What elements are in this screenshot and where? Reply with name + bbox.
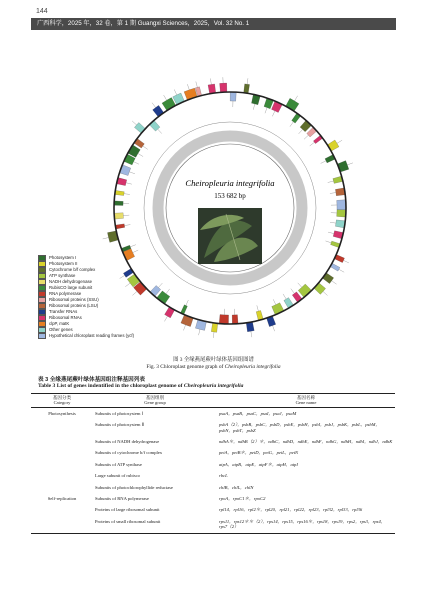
- gene-label-tick: [134, 162, 139, 165]
- gene-block: [153, 105, 164, 117]
- gene-label-tick: [130, 245, 136, 247]
- legend-label: Other genes: [49, 327, 73, 333]
- gene-label-tick: [251, 331, 252, 337]
- table-cell-category: [31, 436, 93, 447]
- gene-table: [31, 393, 395, 534]
- gene-label-tick: [158, 129, 162, 133]
- gene-block: [115, 224, 124, 229]
- gene-label-tick: [152, 103, 156, 108]
- gene-label-tick: [196, 82, 198, 88]
- leaf-photo: [198, 208, 262, 264]
- legend-label: ATP synthase: [49, 273, 76, 279]
- table-cell-category: [31, 482, 93, 493]
- gene-label-tick: [330, 222, 336, 223]
- legend-label: NADH dehydrogenase: [49, 279, 92, 285]
- legend-swatch: [38, 333, 46, 339]
- gene-label-tick: [339, 269, 344, 272]
- gene-label-tick: [124, 225, 130, 226]
- figure-caption-species: Cheiropleuria integrifolia: [224, 364, 281, 370]
- table-cell-category: [31, 470, 93, 481]
- table-cell-genes: psaA，psaB，psaC，psaI，psaJ，psaM: [219, 410, 297, 416]
- col-header-group: 基因组别 Gene group: [93, 394, 217, 408]
- gene-label-tick: [337, 140, 342, 143]
- gene-block: [230, 92, 236, 101]
- col-header-name: 基因名称 Gene name: [217, 394, 395, 408]
- table-cell-genes: atpA，atpB，atpE，atpF＊，atpH，atpI: [219, 461, 298, 467]
- gene-label-tick: [299, 129, 303, 133]
- figure-caption-cn: 图 3 全缘燕尾蕨叶绿体基因组图谱: [173, 357, 254, 363]
- gene-label-tick: [272, 111, 275, 116]
- table-row: [31, 470, 395, 481]
- table-row: [31, 447, 395, 458]
- gene-label-tick: [310, 142, 315, 146]
- species-name: Cheiropleuria integrifolia: [185, 178, 275, 188]
- table-row: [31, 504, 395, 515]
- gene-block: [337, 200, 346, 210]
- gene-label-tick: [174, 89, 177, 94]
- gene-label-tick: [332, 281, 337, 284]
- table-cell-group: Subunits of cytochrome b/f complex: [95, 450, 163, 456]
- table-cell-category: [31, 459, 93, 470]
- gene-label-tick: [328, 181, 334, 183]
- genome-size: 153 682 bp: [214, 192, 246, 200]
- gene-label-tick: [304, 135, 308, 139]
- gene-block: [244, 84, 250, 94]
- gene-block: [298, 284, 311, 297]
- gene-label-tick: [138, 153, 143, 156]
- table-cell-group: Subunits of ATP synthase: [95, 461, 142, 467]
- gene-block: [300, 120, 311, 131]
- legend-label: Transfer RNAs: [49, 309, 78, 315]
- table-row: [31, 459, 395, 470]
- table-cell-group: Subunits of NADH dehydrogenase: [95, 439, 160, 445]
- table-cell-group: Subunits of RNA polymerase: [95, 496, 149, 502]
- table-cell-genes: ndhA＊，ndhB（2）＊，ndhC，ndhD，ndhE，ndhF，ndhG，ndhH，ndhI，ndhJ，ndhK: [219, 439, 393, 445]
- gene-label-tick: [186, 300, 188, 305]
- gene-block: [322, 273, 333, 284]
- table-cell-group: Subunits of photosystem Ⅰ: [95, 410, 143, 416]
- gene-label-tick: [265, 108, 267, 114]
- gene-block: [114, 201, 123, 206]
- gene-label-tick: [187, 84, 189, 90]
- gene-label-tick: [273, 299, 276, 304]
- gene-label-tick: [199, 329, 200, 335]
- table-cell-genes: rpoA，rpoC1＊，rpoC2: [219, 496, 266, 502]
- gene-block: [211, 323, 217, 333]
- gene-label-tick: [283, 294, 286, 299]
- gene-label-tick: [321, 161, 326, 164]
- legend-label: RNA polymerase: [49, 291, 82, 297]
- gene-label-tick: [330, 193, 336, 194]
- table-cell-group: Proteins of large ribosomal subunit: [95, 507, 160, 513]
- gene-block: [337, 210, 346, 218]
- gene-label-tick: [164, 95, 167, 100]
- table-cell-category: [31, 504, 93, 515]
- gene-label-tick: [257, 305, 259, 311]
- table-caption-prefix: Table 3 List of genes indentified in the chloroplast genome of: [38, 383, 184, 389]
- page-number: 144: [36, 8, 48, 15]
- gene-label-tick: [253, 104, 254, 110]
- gene-block: [314, 283, 326, 295]
- table-row: [31, 419, 395, 436]
- gene-legend: [38, 255, 168, 339]
- legend-item: [38, 333, 168, 339]
- table-cell-genes: psbA（2），psbB，psbC，psbD，psbE，psbH，psbI，psbJ，psbK，psbL，psbM，psbN，psbT，psbZ: [219, 422, 381, 433]
- legend-label: Ribosomal proteins (LSU): [49, 303, 99, 309]
- gene-label-tick: [210, 78, 211, 84]
- table-cell-group: Large subunit of rubisco: [95, 473, 140, 479]
- gene-label-tick: [129, 172, 135, 174]
- table-cell-group: Subunits of photosystem Ⅱ: [95, 422, 144, 428]
- figure-caption-en: [0, 364, 427, 370]
- table-row: [31, 516, 395, 533]
- gene-block: [220, 83, 227, 92]
- table-caption-species: Cheiropleuria integrifolia: [183, 383, 244, 389]
- gene-label-tick: [298, 283, 302, 287]
- table-row: [31, 407, 395, 419]
- gene-block: [114, 213, 123, 219]
- table-cell-genes: rpl14，rpl16，rpl2＊，rpl20，rpl21，rpl22，rpl23，rpl32，rpl33，rpl36: [219, 507, 363, 513]
- gene-label-tick: [343, 260, 348, 263]
- table-cell-group: Proteins of small ribosomal subunit: [93, 516, 217, 533]
- table-cell-category: [31, 447, 93, 458]
- gene-label-tick: [291, 289, 295, 294]
- table-row: [31, 493, 395, 504]
- table-row: [31, 436, 395, 447]
- legend-label: RubisCO large subunit: [49, 285, 93, 291]
- table-cell-group: Subunits of photochlorophyllide reductase: [95, 484, 173, 490]
- gene-label-tick: [290, 122, 294, 127]
- legend-label: Cytochrome b/f complex: [49, 267, 96, 273]
- table-cell-genes: petA，petB＊，petD，petG，petL，petN: [219, 450, 299, 456]
- col-header-category: 基因分类 Category: [31, 394, 93, 408]
- gene-label-tick: [103, 238, 109, 239]
- gene-label-tick: [183, 325, 185, 331]
- table-cell-category: [31, 419, 93, 436]
- table-cell-genes: rbcL: [219, 473, 228, 479]
- table-cell-category: Self-replication: [47, 496, 77, 502]
- table-caption-cn: 表 3 全缘燕尾蕨叶绿体基因组注释基因列表: [38, 377, 145, 383]
- table-cell-category: [31, 516, 93, 533]
- gene-label-tick: [325, 241, 331, 243]
- table-cell-category: Photosynthesis: [48, 410, 76, 416]
- table-caption-en: [38, 383, 243, 389]
- gene-block: [149, 120, 160, 131]
- gene-label-tick: [273, 326, 275, 332]
- table-row: [31, 482, 395, 493]
- gene-label-tick: [347, 163, 353, 165]
- gene-label-tick: [133, 250, 138, 253]
- gene-label-tick: [124, 194, 130, 195]
- figure-caption-prefix: Fig. 3 Chloroplast genome graph of: [146, 364, 225, 370]
- legend-label: Ribosomal RNAs: [49, 315, 82, 321]
- gene-label-tick: [295, 96, 298, 101]
- gene-block: [115, 190, 124, 195]
- gene-block: [219, 315, 228, 324]
- gene-label-tick: [323, 291, 327, 295]
- legend-label: Ribosomal proteins (SSU): [49, 297, 99, 303]
- journal-header: 广西科学，2025 年，32 卷，第 1 期 Guangxi Sciences，2025，Vol. 32 No. 1: [31, 18, 396, 30]
- table-cell-genes: rps11，rps12＊＊（2），rps14，rps15，rps16＊，rps18，rps19，rps2，rps3，rps4，rps7（2）: [217, 516, 395, 533]
- legend-label: Hypothetical chloroplast reading frames (ycf): [49, 333, 135, 339]
- legend-label: Photosystem I: [49, 255, 77, 261]
- gene-block: [327, 140, 339, 151]
- gene-label-tick: [126, 183, 132, 184]
- gene-label-tick: [213, 332, 214, 338]
- gene-label-tick: [247, 78, 248, 84]
- gene-label-tick: [143, 146, 148, 149]
- legend-label: Photosystem II: [49, 261, 78, 267]
- gene-label-tick: [132, 121, 136, 125]
- gene-label-tick: [328, 232, 334, 233]
- gene-block: [232, 315, 238, 324]
- legend-label: clpP, matK: [49, 321, 70, 327]
- table-cell-genes: chlB，chlL，chlN: [219, 484, 254, 490]
